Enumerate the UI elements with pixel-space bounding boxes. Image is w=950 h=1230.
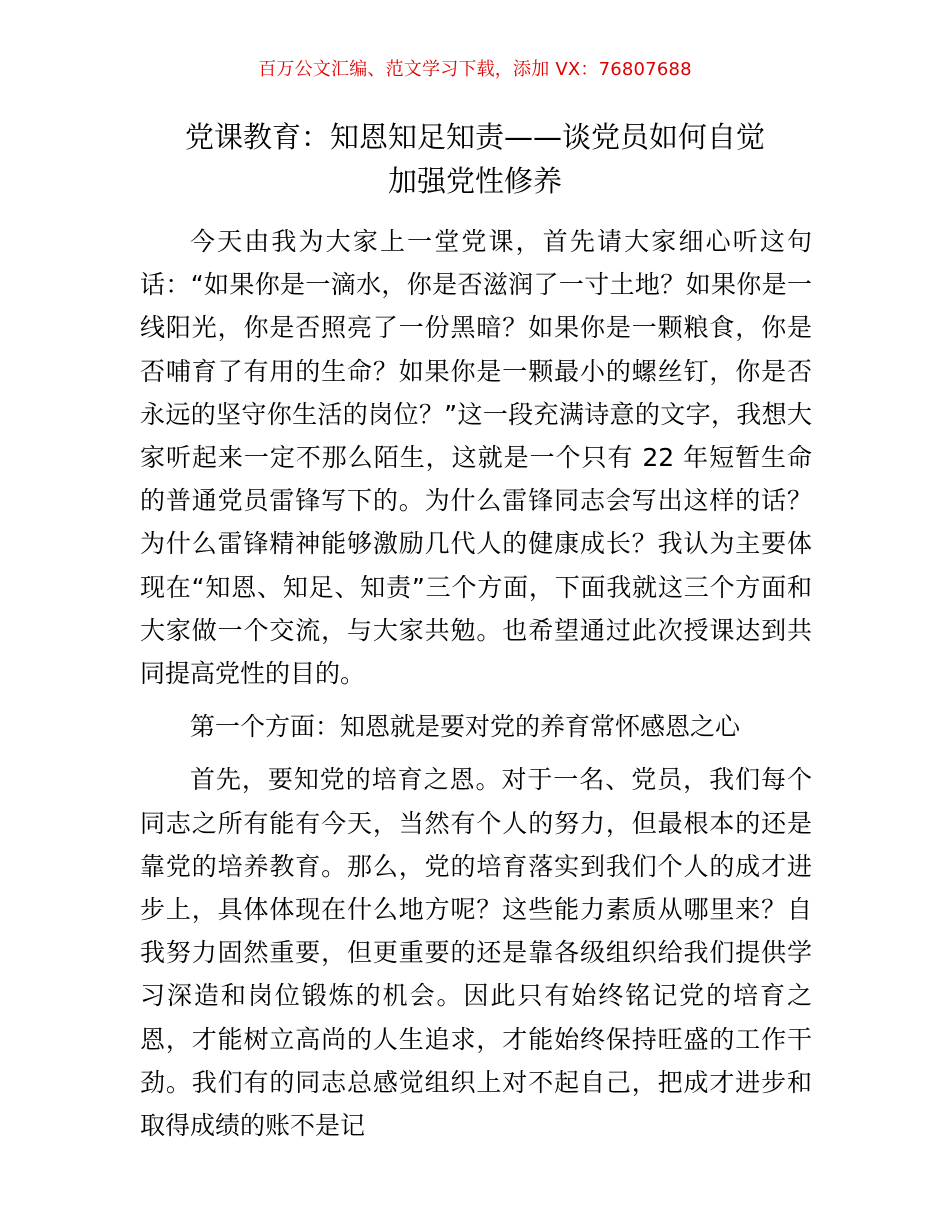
paragraph-intro: 今天由我为大家上一堂党课，首先请大家细心听这句话：“如果你是一滴水，你是否滋润了一寸土地？如果你是一线阳光，你是否照亮了一份黑暗？如果你是一颗粮食，你是否哺育了有用的生命？如果你是一颗最小的螺丝钉，你是否永远的坚守你生活的岗位？”这一段充满诗意的文字，我想大家听起来一定不那么陌生，这就是一个只有 22 年短暂生命的普通党员雷锋写下的。为什么雷锋同志会写出这样的话？为什么雷锋精神能够激励几代人的健康成长？我认为主要体现在“知恩、知足、知责”三个方面，下面我就这三个方面和大家做一个交流，与大家共勉。也希望通过此次授课达到共同提高党性的目的。: [140, 227, 812, 689]
header-promo-note: 百万公文汇编、范文学习下载，添加 VX：76807688: [258, 59, 692, 80]
title-line-2: 加强党性修养: [387, 164, 562, 198]
document-title: [130, 115, 820, 203]
document-body: [140, 220, 812, 1147]
paragraph-section-heading: 第一个方面：知恩就是要对党的养育常怀感恩之心: [190, 712, 741, 742]
title-line-1: 党课教育：知恩知足知责——谈党员如何自觉: [184, 120, 765, 154]
paragraph-first-point: 首先，要知党的培育之恩。对于一名、党员，我们每个同志之所有能有今天，当然有个人的努力，但最根本的还是靠党的培养教育。那么，党的培育落实到我们个人的成才进步上，具体体现在什么地方呢？这些能力素质从哪里来？自我努力固然重要，但更重要的还是靠各级组织给我们提供学习深造和岗位锻炼的机会。因此只有始终铭记党的培育之恩，才能树立高尚的人生追求，才能始终保持旺盛的工作干劲。我们有的同志总感觉组织上对不起自己，把成才进步和取得成绩的账不是记: [140, 765, 812, 1141]
